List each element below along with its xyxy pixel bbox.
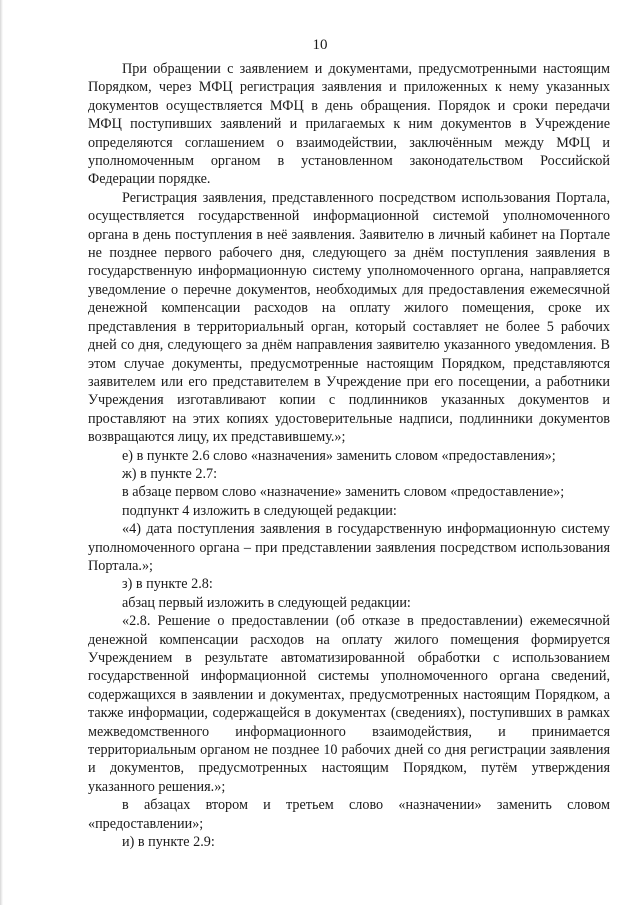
paragraph-item-i: и) в пункте 2.9: [122, 834, 215, 851]
paragraph-2-8-text: «2.8. Решение о предоставлении (об отказе в предоставлении) ежемесячной денежной компенсации расходов на оплату жилого помещения формируется Учреждением в результате автоматизированной обработки с использованием государственной информационной системы уполномоченного органа сведений, содержащихся в заявлении и документах, предусмотренных настоящим Порядком, а также информации, содержащейся в документах (сведениях), поступивших в рамках межведомственного информационного взаимодействия, и принимается территориальным органом не позднее 10 рабочих дней со дня регистрации заявления и документов, предусмотренных настоящим Порядком, путём утверждения указанного решения.»; [88, 613, 610, 795]
paragraph-item-z: з) в пункте 2.8: [122, 576, 213, 593]
page-number: 10 [312, 37, 328, 53]
paragraph-portal-registration: Регистрация заявления, представленного посредством использования Портала, осуществляется государственной информационной системой уполномоченного органа в день поступления в неё заявления. Заявителю в личный кабинет на Портале не позднее первого рабочего дня, следующего за днём поступления заявления в государственную информационную систему уполномоченного органа, направляется уведомление о перечне документов, необходимых для предоставления ежемесячной денежной компенсации расходов на оплату жилого помещения, сроке их представления в территориальный орган, который составляет не более 5 рабочих дней со дня, следующего за днём направления заявителю указанного уведомления. В этом случае документы, предусмотренные настоящим Порядком, представляются заявителем или его представителем в Учреждение при его посещении, а работники Учреждения изготавливают копии с подлинников указанных документов и проставляют на этих копиях удостоверительные надписи, подлинники документов возвращаются лицу, их представившему.»; [88, 189, 610, 446]
paragraph-second-third-abzac: в абзацах втором и третьем слово «назначении» заменить словом «предоставлении»; [88, 797, 610, 832]
paragraph-subitem-4-intro: подпункт 4 изложить в следующей редакции: [122, 502, 397, 519]
paragraph-item-zh: ж) в пункте 2.7: [122, 465, 218, 482]
paragraph-mfc-registration: При обращении с заявлением и документами, предусмотренными настоящим Порядком, через МФЦ регистрация заявления и приложенных к нему указанных документов осуществляется МФЦ в день обращения. Порядок и сроки передачи МФЦ поступивших заявлений и прилагаемых к ним документов в Учреждение определяются соглашением о взаимодействии, заключённым между МФЦ и уполномоченным органом в установленном законодательством Российской Федерации порядке. [88, 61, 610, 188]
paragraph-item-e: е) в пункте 2.6 слово «назначения» заменить словом «предоставления»; [122, 447, 556, 464]
scan-edge-shadow [0, 0, 3, 905]
paragraph-first-abzac-intro: абзац первый изложить в следующей редакции: [122, 594, 411, 611]
paragraph-subitem-4-text: «4) дата поступления заявления в государственную информационную систему уполномоченного органа – при представлении заявления посредством использования Портала.»; [88, 521, 610, 574]
paragraph-first-abzac-replace: в абзаце первом слово «назначение» заменить словом «предоставление»; [122, 484, 565, 501]
document-body [88, 60, 610, 851]
